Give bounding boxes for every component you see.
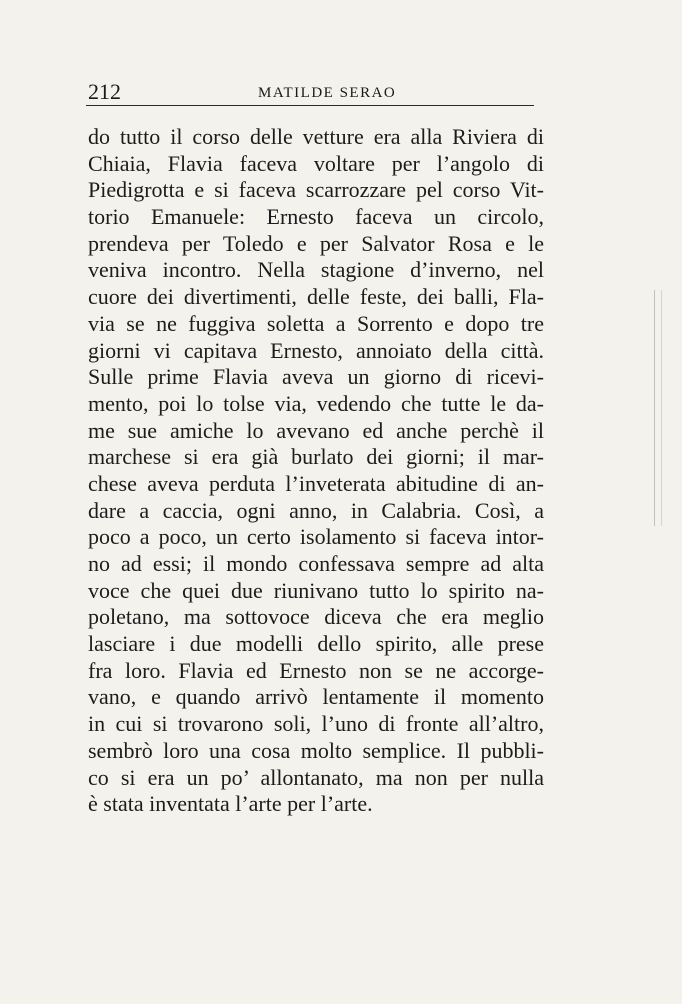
text-line: fra loro. Flavia ed Ernesto non se ne accorge-: [88, 657, 544, 683]
text-line: do tutto il corso delle vetture era alla Riviera di: [88, 124, 544, 149]
text-line: giorni vi capitava Ernesto, annoiato della città.: [88, 337, 544, 363]
text-line: lasciare i due modelli dello spirito, alle prese: [88, 631, 544, 657]
text-line: no ad essi; il mondo confessava sempre ad alta: [88, 551, 544, 576]
text-line: sembrò loro una cosa molto semplice. Il pubbli-: [88, 737, 544, 763]
text-line: cuore dei divertimenti, delle feste, dei balli, Fla-: [88, 284, 544, 310]
page-number: 212: [88, 79, 121, 104]
text-line: Piedigrotta e si faceva scarrozzare pel corso Vit-: [88, 177, 544, 203]
text-line: torio Emanuele: Ernesto faceva un circolo,: [88, 204, 544, 230]
text-line: vano, e quando arrivò lentamente il momento: [88, 684, 544, 710]
text-line: veniva incontro. Nella stagione d’inverno, nel: [88, 257, 544, 283]
text-line: Chiaia, Flavia faceva voltare per l’angolo di: [88, 150, 544, 176]
text-line: marchese si era già burlato dei giorni; il mar-: [88, 444, 544, 470]
text-line: poco a poco, un certo isolamento si faceva intor-: [88, 524, 544, 550]
page-header: [86, 80, 532, 104]
text-line: Sulle prime Flavia aveva un giorno di ricevi-: [88, 364, 544, 390]
text-line: chese aveva perduta l’inveterata abitudine di an-: [88, 470, 544, 496]
margin-bracket-mark: [654, 290, 662, 526]
text-line: mento, poi lo tolse via, vedendo che tutte le da-: [88, 390, 544, 416]
header-rule: [86, 105, 534, 106]
text-line: dare a caccia, ogni anno, in Calabria. Così, a: [88, 497, 544, 523]
body-text: [88, 124, 544, 818]
text-line-last: è stata inventata l’arte per l’arte.: [88, 791, 373, 817]
text-line: co si era un po’ allontanato, ma non per nulla: [88, 764, 544, 790]
text-line: in cui si trovarono soli, l’uno di fronte all’altro,: [88, 711, 544, 737]
text-line: voce che quei due riunivano tutto lo spirito na-: [88, 577, 544, 603]
text-line: poletano, ma sottovoce diceva che era meglio: [88, 604, 544, 630]
running-head: MATILDE SERAO: [258, 85, 397, 101]
text-line: prendeva per Toledo e per Salvator Rosa e le: [88, 230, 544, 256]
text-line: me sue amiche lo avevano ed anche perchè il: [88, 417, 544, 443]
text-line: via se ne fuggiva soletta a Sorrento e dopo tre: [88, 310, 544, 336]
